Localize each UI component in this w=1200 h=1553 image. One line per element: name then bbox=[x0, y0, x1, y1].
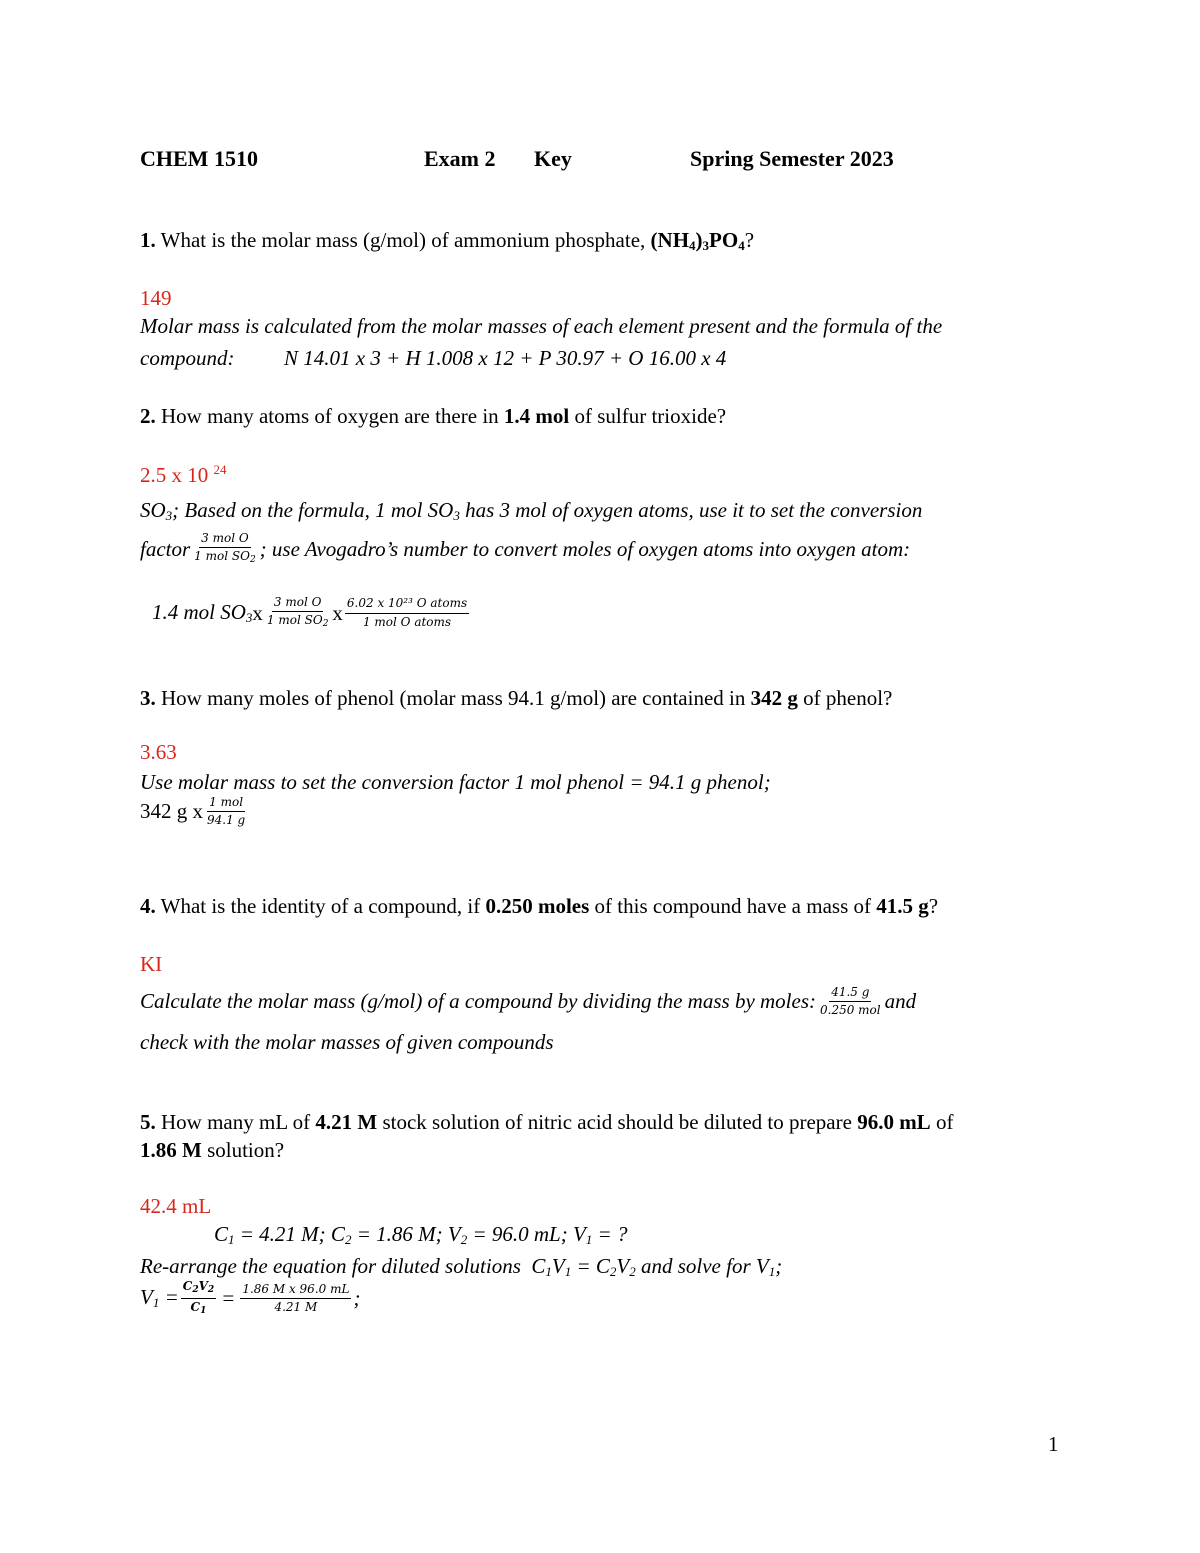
fraction-molar-mass: $\frac{41.5 g}{\text{0.250 mol}}$ bbox=[820, 985, 881, 1018]
formula-ammonium-phosphate: $(NH_4)_3PO_4$ bbox=[650, 228, 745, 253]
question-4: 4. What is the identity of a compound, if 0.250 moles of this compound have a mass of 41.5 g? bbox=[140, 894, 939, 918]
question-5-line1: 5. How many mL of 4.21 M stock solution of nitric acid should be diluted to prepare 96.0 mL of bbox=[140, 1110, 954, 1134]
explanation-1-calculation: N 14.01 x 3 + H 1.008 x 12 + P 30.97 + O 16.00 x 4 bbox=[284, 346, 727, 370]
fraction-c2v2-over-c1: $\frac{C_2V_2}{C_1}$ bbox=[182, 1279, 215, 1316]
explanation-5-given: $C_1 = 4.21$ M; $C_2 = 1.86$ M; $V_2 = 96.0$ mL; $V_1$ = ? bbox=[214, 1222, 628, 1247]
page-number: 1 bbox=[1048, 1432, 1059, 1456]
question-text: What is the molar mass (g/mol) of ammonium phosphate, bbox=[155, 228, 651, 252]
explanation-2-line2: factor $\frac{\text{3 mol O}}{1 mol SO_2}$ ; use Avogadro’s number to convert moles of oxygen atoms into oxygen atom: bbox=[140, 531, 911, 566]
key-label: Key bbox=[534, 146, 572, 171]
course-title: CHEM 1510 bbox=[140, 146, 258, 171]
answer-1: 149 bbox=[140, 286, 172, 310]
semester-label: Spring Semester 2023 bbox=[690, 146, 894, 171]
explanation-1-line1: Molar mass is calculated from the molar masses of each element present and the formula of the bbox=[140, 314, 943, 338]
explanation-1-line2-label: compound: bbox=[140, 346, 235, 370]
question-2: 2. How many atoms of oxygen are there in 1.4 mol of sulfur trioxide? bbox=[140, 404, 727, 428]
conversion-factor-fraction: $\frac{\text{3 mol O}}{1 mol SO_2}$ bbox=[194, 531, 256, 566]
explanation-4-line1: Calculate the molar mass (g/mol) of a compound by dividing the mass by moles: $\frac{41.5 g}{\text{0.250 mol}}$ and bbox=[140, 985, 917, 1018]
calculation-5: $V_1$ = $\frac{C_2V_2}{C_1}$ = $\frac{\text{1.86 M x 96.0 mL}}{4.21 M}$ ; bbox=[140, 1279, 361, 1316]
question-1: 1. What is the molar mass (g/mol) of ammonium phosphate, $(NH_4)_3PO_4$? bbox=[140, 228, 755, 253]
explanation-2-line1: $SO_3$; Based on the formula, 1 mol $SO_3$ has 3 mol of oxygen atoms, use it to set the conversion bbox=[140, 498, 923, 523]
question-number: 1. bbox=[140, 228, 156, 252]
answer-5: 42.4 mL bbox=[140, 1194, 212, 1218]
explanation-3-line1: Use molar mass to set the conversion factor 1 mol phenol = 94.1 g phenol; bbox=[140, 770, 771, 794]
question-5-line2: 1.86 M solution? bbox=[140, 1138, 285, 1162]
answer-4: KI bbox=[140, 952, 163, 976]
explanation-5-line1: Re-arrange the equation for diluted solutions $C_1V_1 = C_2V_2$ and solve for $V_1$; bbox=[140, 1254, 783, 1279]
calculation-2: 1.4 mol $SO_3$ x $\frac{\text{3 mol O}}{1 mol SO_2}$ x $\frac{\text{6.02 x 10²³ O atoms}}{\text{1 mol O atoms}}$ bbox=[152, 595, 468, 630]
explanation-4-line2: check with the molar masses of given compounds bbox=[140, 1030, 554, 1054]
answer-3: 3.63 bbox=[140, 740, 177, 764]
answer-2: 2.5 x 10 $^{24}$ bbox=[140, 462, 227, 487]
fraction-dilution-values: $\frac{\text{1.86 M x 96.0 mL}}{4.21 M}$ bbox=[242, 1281, 350, 1314]
exam-title: Exam 2 bbox=[424, 146, 496, 171]
fraction-oxygen-per-mol: $\frac{\text{3 mol O}}{1 mol SO_2}$ bbox=[266, 595, 329, 630]
question-3: 3. How many moles of phenol (molar mass 94.1 g/mol) are contained in 342 g of phenol? bbox=[140, 686, 893, 710]
fraction-avogadro: $\frac{\text{6.02 x 10²³ O atoms}}{\text{1 mol O atoms}}$ bbox=[346, 596, 468, 629]
fraction-mol-per-gram: $\frac{\text{1 mol}}{94.1 g}$ bbox=[207, 795, 246, 828]
calculation-3: 342 g x $\frac{\text{1 mol}}{94.1 g}$ bbox=[140, 795, 246, 828]
